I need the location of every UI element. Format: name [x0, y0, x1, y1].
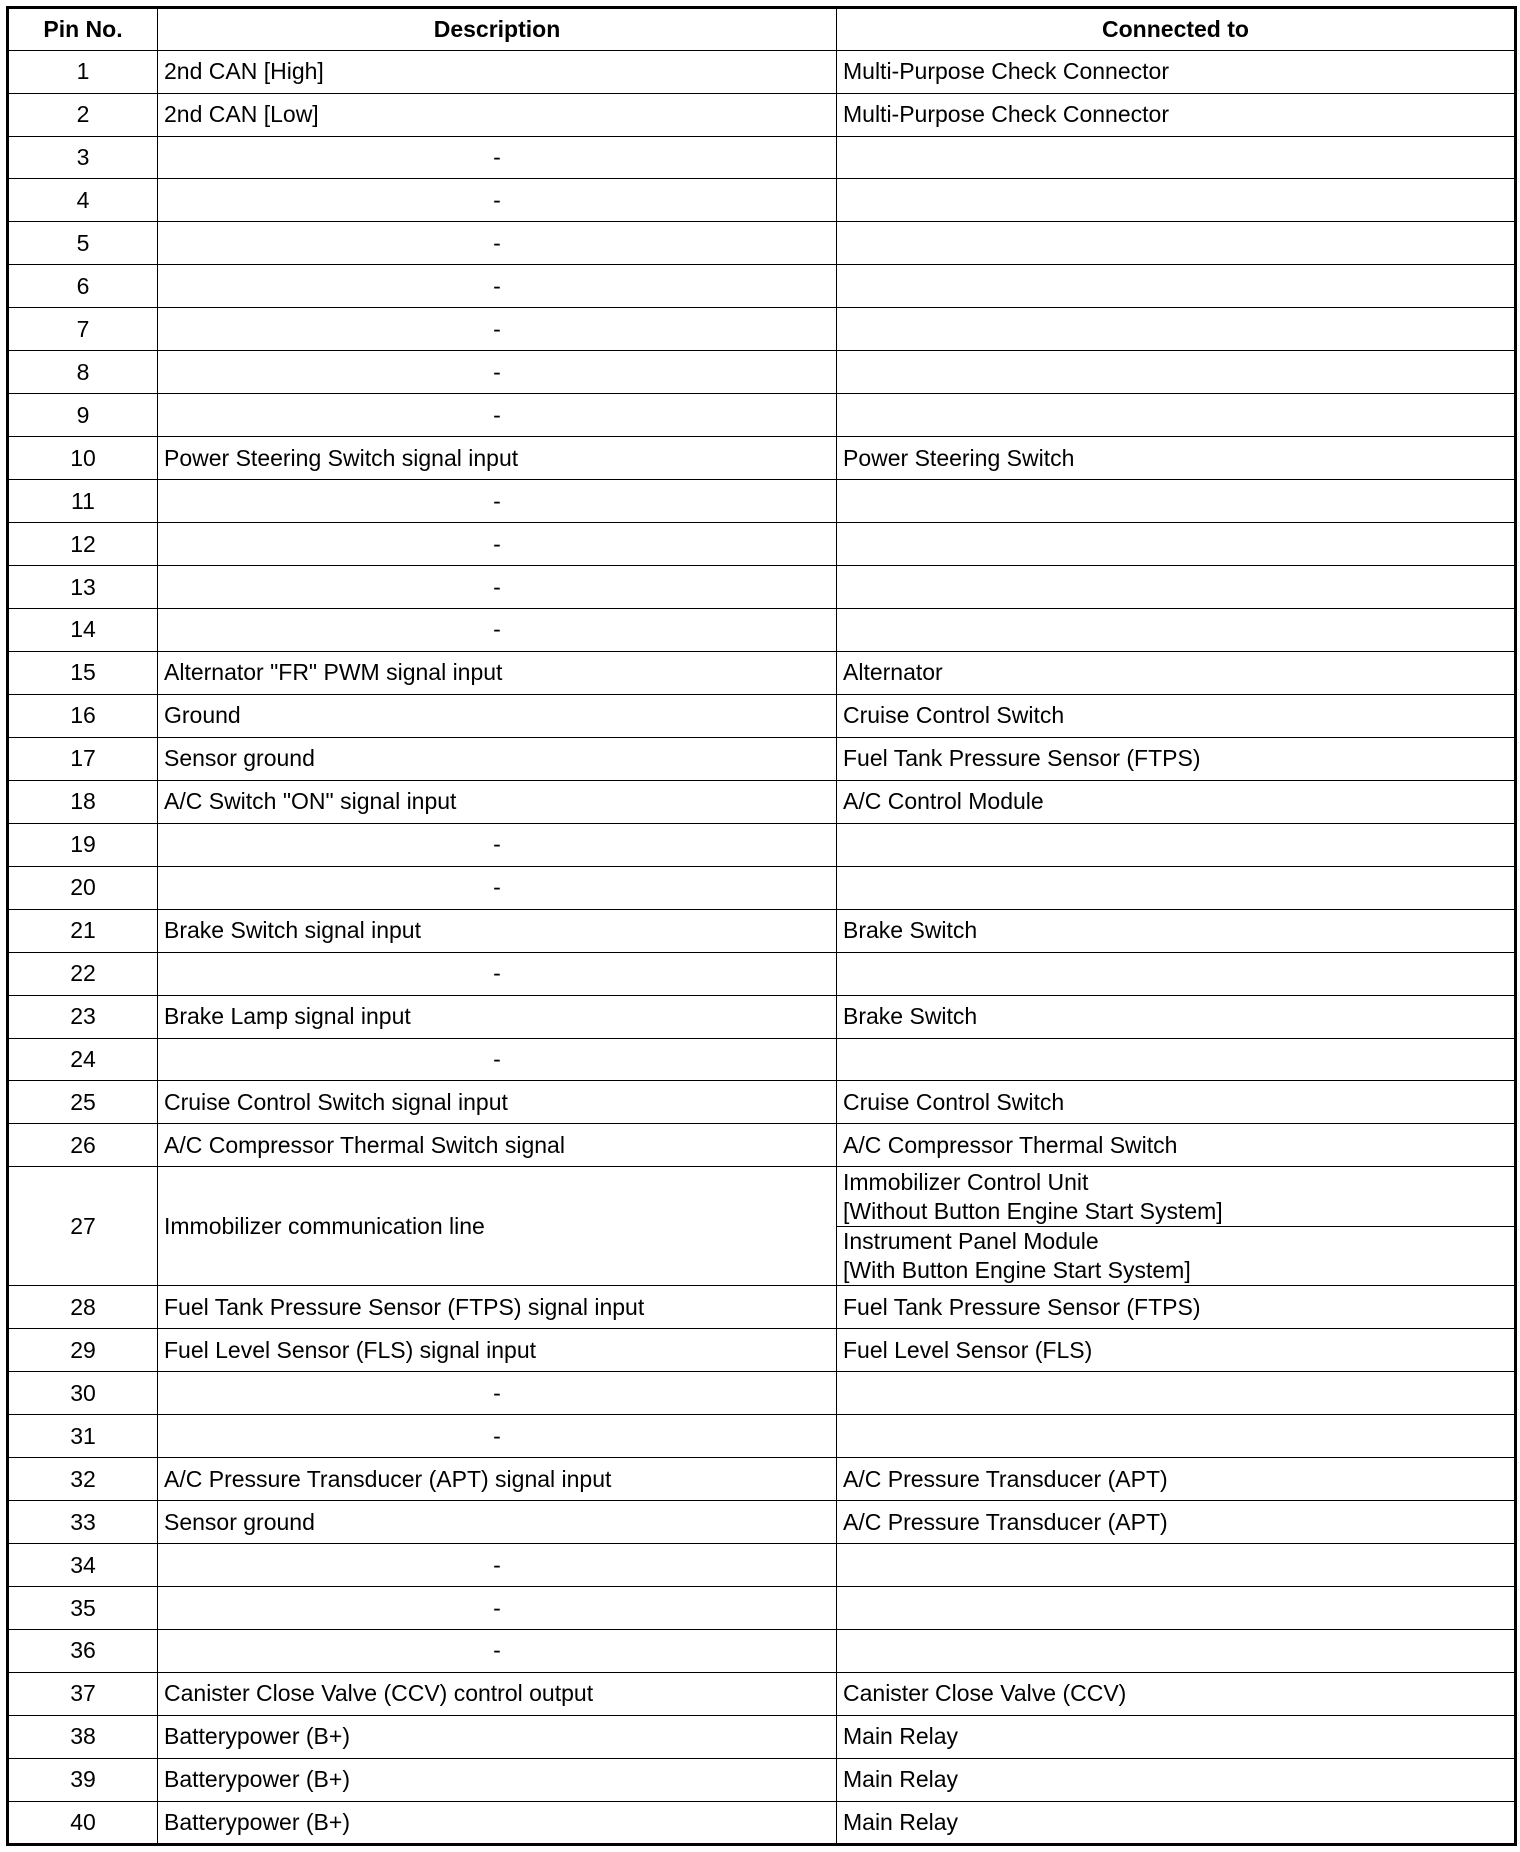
header-pin: Pin No.	[8, 8, 158, 51]
description-cell: Batterypower (B+)	[158, 1801, 837, 1844]
pin-number-cell: 14	[8, 608, 158, 651]
pin-number-cell: 16	[8, 694, 158, 737]
table-row	[8, 1329, 1516, 1372]
table-row	[8, 694, 1516, 737]
header-connected-to: Connected to	[837, 8, 1516, 51]
connected-to-line: Instrument Panel Module	[843, 1228, 1099, 1255]
connected-to-cell: Fuel Level Sensor (FLS)	[837, 1329, 1516, 1372]
table-row	[8, 1081, 1516, 1124]
table-row	[8, 566, 1516, 609]
pin-number-cell: 37	[8, 1672, 158, 1715]
connected-to-cell: Alternator	[837, 651, 1516, 694]
pin-table	[6, 6, 1517, 1846]
description-cell: -	[158, 222, 837, 265]
table-row	[8, 1501, 1516, 1544]
description-cell: -	[158, 351, 837, 394]
connected-to-cell	[837, 1587, 1516, 1630]
header-description: Description	[158, 8, 837, 51]
pin-number-cell: 36	[8, 1630, 158, 1673]
description-cell: Batterypower (B+)	[158, 1758, 837, 1801]
table-row	[8, 995, 1516, 1038]
description-cell: 2nd CAN [Low]	[158, 93, 837, 136]
table-body	[8, 50, 1516, 1844]
connected-to-cell: Main Relay	[837, 1758, 1516, 1801]
description-cell: -	[158, 952, 837, 995]
pin-number-cell: 28	[8, 1286, 158, 1329]
connected-to-cell	[837, 566, 1516, 609]
connected-to-cell: A/C Control Module	[837, 780, 1516, 823]
description-cell: Sensor ground	[158, 1501, 837, 1544]
table-row	[8, 480, 1516, 523]
table-row	[8, 866, 1516, 909]
connected-to-cell: Multi-Purpose Check Connector	[837, 50, 1516, 93]
table-row	[8, 136, 1516, 179]
connected-to-cell	[837, 952, 1516, 995]
connected-to-cell	[837, 1544, 1516, 1587]
connected-to-cell: A/C Pressure Transducer (APT)	[837, 1501, 1516, 1544]
connected-to-cell	[837, 1372, 1516, 1415]
table-row	[8, 179, 1516, 222]
pin-number-cell: 24	[8, 1038, 158, 1081]
pin-number-cell: 9	[8, 394, 158, 437]
connected-to-cell: Brake Switch	[837, 909, 1516, 952]
description-cell: -	[158, 265, 837, 308]
description-cell: Fuel Level Sensor (FLS) signal input	[158, 1329, 837, 1372]
connected-to-cell: Cruise Control Switch	[837, 694, 1516, 737]
connected-to-cell: Canister Close Valve (CCV)	[837, 1672, 1516, 1715]
description-cell: Brake Switch signal input	[158, 909, 837, 952]
pin-number-cell: 5	[8, 222, 158, 265]
connected-to-cell	[837, 351, 1516, 394]
connected-to-cell	[837, 823, 1516, 866]
table-row	[8, 1372, 1516, 1415]
table-row	[8, 1544, 1516, 1587]
connected-to-cell	[837, 308, 1516, 351]
description-cell: -	[158, 823, 837, 866]
connected-to-line: [Without Button Engine Start System]	[843, 1197, 1223, 1224]
description-cell: A/C Switch "ON" signal input	[158, 780, 837, 823]
description-cell: -	[158, 566, 837, 609]
description-cell: Canister Close Valve (CCV) control output	[158, 1672, 837, 1715]
connected-to-cell	[837, 222, 1516, 265]
table-row	[8, 1630, 1516, 1673]
connected-to-cell	[837, 1167, 1516, 1227]
pin-number-cell: 39	[8, 1758, 158, 1801]
connected-to-cell: Fuel Tank Pressure Sensor (FTPS)	[837, 1286, 1516, 1329]
connected-to-cell: A/C Pressure Transducer (APT)	[837, 1458, 1516, 1501]
table-row	[8, 1801, 1516, 1844]
connected-to-cell	[837, 394, 1516, 437]
pin-number-cell: 30	[8, 1372, 158, 1415]
connected-to-cell	[837, 136, 1516, 179]
pin-number-cell: 6	[8, 265, 158, 308]
pin-number-cell: 8	[8, 351, 158, 394]
pin-number-cell: 20	[8, 866, 158, 909]
description-cell: -	[158, 1038, 837, 1081]
table-row	[8, 780, 1516, 823]
pin-number-cell: 12	[8, 523, 158, 566]
description-cell: -	[158, 136, 837, 179]
pin-number-cell: 38	[8, 1715, 158, 1758]
description-cell: -	[158, 1630, 837, 1673]
connected-to-cell: A/C Compressor Thermal Switch	[837, 1124, 1516, 1167]
pin-number-cell: 17	[8, 737, 158, 780]
description-cell: Alternator "FR" PWM signal input	[158, 651, 837, 694]
connected-to-cell: Brake Switch	[837, 995, 1516, 1038]
pin-number-cell: 19	[8, 823, 158, 866]
table-row	[8, 608, 1516, 651]
pin-number-cell: 29	[8, 1329, 158, 1372]
connected-to-cell	[837, 523, 1516, 566]
connected-to-cell: Main Relay	[837, 1801, 1516, 1844]
table-row	[8, 1286, 1516, 1329]
description-cell: A/C Compressor Thermal Switch signal	[158, 1124, 837, 1167]
pin-number-cell: 35	[8, 1587, 158, 1630]
description-cell: -	[158, 866, 837, 909]
description-cell: Fuel Tank Pressure Sensor (FTPS) signal input	[158, 1286, 837, 1329]
connected-to-line: Immobilizer Control Unit	[843, 1168, 1089, 1195]
pin-number-cell: 13	[8, 566, 158, 609]
description-cell: A/C Pressure Transducer (APT) signal input	[158, 1458, 837, 1501]
connected-to-cell	[837, 608, 1516, 651]
pin-number-cell: 40	[8, 1801, 158, 1844]
table-row	[8, 909, 1516, 952]
table-row	[8, 523, 1516, 566]
description-cell: -	[158, 523, 837, 566]
description-cell: -	[158, 1415, 837, 1458]
pin-number-cell: 33	[8, 1501, 158, 1544]
description-cell: -	[158, 608, 837, 651]
pin-number-cell: 1	[8, 50, 158, 93]
pin-number-cell: 25	[8, 1081, 158, 1124]
connected-to-cell	[837, 480, 1516, 523]
pin-number-cell: 32	[8, 1458, 158, 1501]
pin-number-cell: 31	[8, 1415, 158, 1458]
table-row	[8, 1458, 1516, 1501]
pin-number-cell: 15	[8, 651, 158, 694]
table-row	[8, 1038, 1516, 1081]
table-row	[8, 952, 1516, 995]
description-cell: -	[158, 394, 837, 437]
pin-number-cell: 27	[8, 1167, 158, 1286]
pin-number-cell: 21	[8, 909, 158, 952]
connected-to-cell	[837, 179, 1516, 222]
pin-number-cell: 34	[8, 1544, 158, 1587]
connected-to-cell: Main Relay	[837, 1715, 1516, 1758]
table-row	[8, 222, 1516, 265]
description-cell: Cruise Control Switch signal input	[158, 1081, 837, 1124]
table-row	[8, 1672, 1516, 1715]
connected-to-cell	[837, 1630, 1516, 1673]
description-cell: Ground	[158, 694, 837, 737]
table-row	[8, 651, 1516, 694]
description-cell: -	[158, 179, 837, 222]
description-cell: Immobilizer communication line	[158, 1167, 837, 1286]
table-row	[8, 50, 1516, 93]
description-cell: -	[158, 480, 837, 523]
table-row	[8, 823, 1516, 866]
connected-to-cell: Power Steering Switch	[837, 437, 1516, 480]
pin-number-cell: 10	[8, 437, 158, 480]
header-row	[8, 8, 1516, 51]
table-row	[8, 394, 1516, 437]
connected-to-cell	[837, 1038, 1516, 1081]
description-cell: -	[158, 1544, 837, 1587]
table-row	[8, 737, 1516, 780]
connected-to-cell: Cruise Control Switch	[837, 1081, 1516, 1124]
description-cell: -	[158, 1372, 837, 1415]
pin-number-cell: 26	[8, 1124, 158, 1167]
table-row	[8, 1415, 1516, 1458]
pin-number-cell: 7	[8, 308, 158, 351]
table-row	[8, 1758, 1516, 1801]
table-row	[8, 1167, 1516, 1227]
pin-number-cell: 3	[8, 136, 158, 179]
pin-number-cell: 22	[8, 952, 158, 995]
table-row	[8, 265, 1516, 308]
table-row	[8, 1715, 1516, 1758]
connected-to-line: [With Button Engine Start System]	[843, 1257, 1191, 1284]
description-cell: -	[158, 1587, 837, 1630]
table-row	[8, 351, 1516, 394]
pin-number-cell: 23	[8, 995, 158, 1038]
connected-to-cell	[837, 1226, 1516, 1286]
connected-to-cell	[837, 866, 1516, 909]
table-row	[8, 1124, 1516, 1167]
pin-number-cell: 4	[8, 179, 158, 222]
description-cell: Batterypower (B+)	[158, 1715, 837, 1758]
connected-to-cell	[837, 265, 1516, 308]
description-cell: Brake Lamp signal input	[158, 995, 837, 1038]
connected-to-cell: Fuel Tank Pressure Sensor (FTPS)	[837, 737, 1516, 780]
table-row	[8, 308, 1516, 351]
pin-number-cell: 18	[8, 780, 158, 823]
description-cell: -	[158, 308, 837, 351]
connected-to-cell: Multi-Purpose Check Connector	[837, 93, 1516, 136]
description-cell: Power Steering Switch signal input	[158, 437, 837, 480]
table-row	[8, 1587, 1516, 1630]
pin-number-cell: 2	[8, 93, 158, 136]
description-cell: 2nd CAN [High]	[158, 50, 837, 93]
table-row	[8, 93, 1516, 136]
connected-to-cell	[837, 1415, 1516, 1458]
table-row	[8, 437, 1516, 480]
description-cell: Sensor ground	[158, 737, 837, 780]
pin-number-cell: 11	[8, 480, 158, 523]
